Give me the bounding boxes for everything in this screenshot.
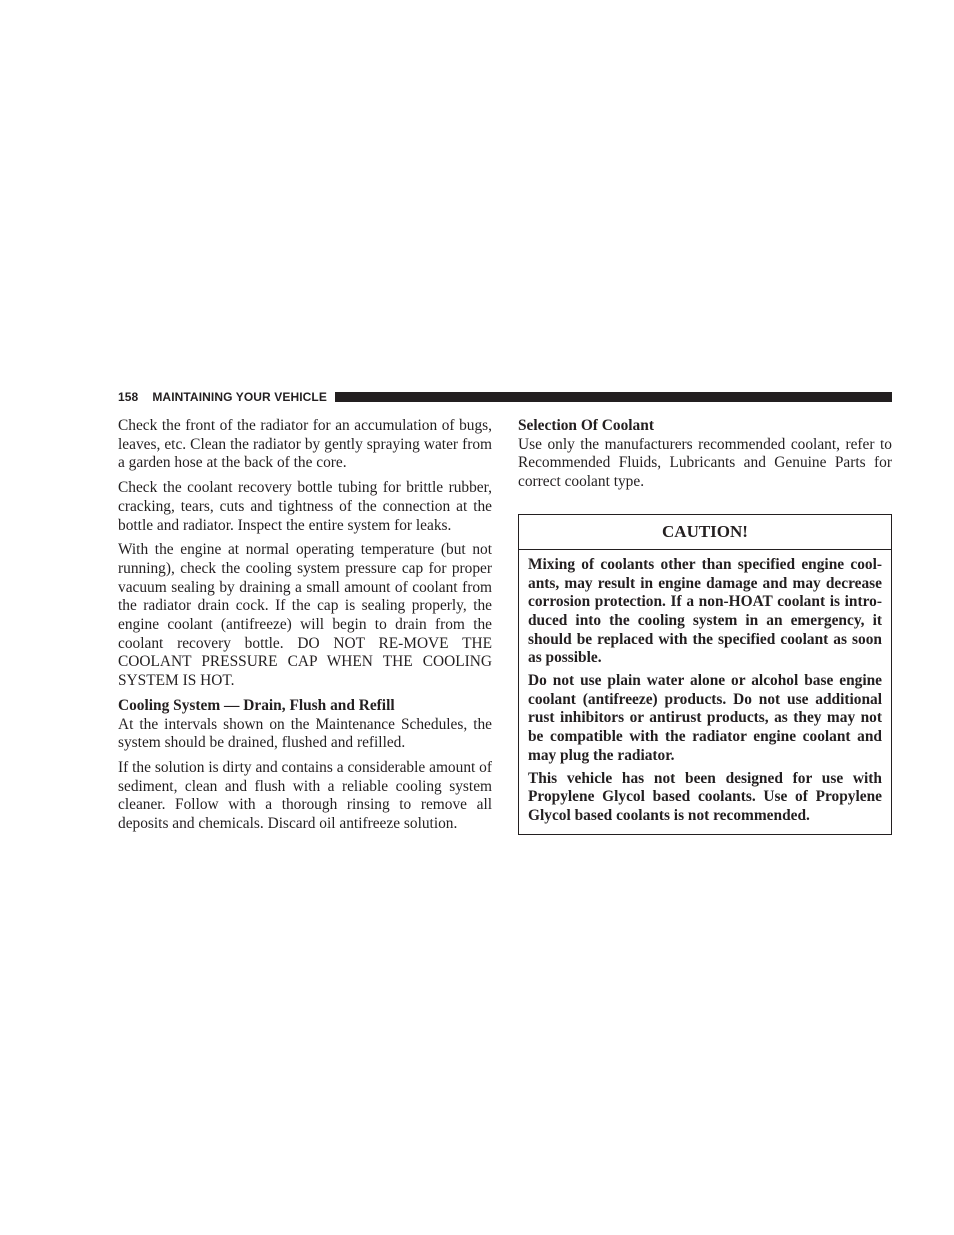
page-header [118, 389, 892, 405]
right-column [518, 417, 892, 835]
coolant-selection-heading: Selection Of Coolant [518, 417, 654, 434]
header-rule [335, 392, 892, 402]
intervals-paragraph: At the intervals shown on the Maintenance Schedules, the system should be drained, flushed and refilled. [118, 715, 492, 752]
drain-flush-heading: Cooling System — Drain, Flush and Refill [118, 696, 395, 714]
caution-plain-water-paragraph: Do not use plain water alone or alcohol base engine coolant (antifreeze) products. Do not use additional rust inhibitors or antirust products, as they may not be compatible with the radiator engine coolant and may plug the radiator. [528, 672, 882, 764]
radiator-front-paragraph: Check the front of the radiator for an accumulation of bugs, leaves, etc. Clean the radiator by gently spraying water from a garden hose at the back of the core. [118, 417, 492, 472]
recovery-bottle-paragraph: Check the coolant recovery bottle tubing for brittle rubber, cracking, tears, cuts and tightness of the connection at the bottle and radiator. Inspect the entire system for leaks. [118, 479, 492, 534]
caution-mixing-paragraph: Mixing of coolants other than specified engine cool-ants, may result in engine damage and may decrease corrosion protection. If a non-HOAT coolant is intro-duced into the cooling system in an emergency, it should be replaced with the specified coolant as soon as possible. [528, 555, 882, 667]
caution-title: CAUTION! [519, 515, 891, 550]
dirty-solution-paragraph: If the solution is dirty and contains a considerable amount of sediment, clean and flush with a reliable cooling system cleaner. Follow with a thorough rinsing to remove all deposits and chemicals. Discard oil antifreeze solution. [118, 758, 492, 833]
pressure-cap-paragraph: With the engine at normal operating temperature (but not running), check the cooling system pressure cap for proper vacuum sealing by draining a small amount of coolant from the radiator drain cock. If the cap is sealing properly, the engine coolant (antifreeze) will begin to drain from the coolant recovery bottle. DO NOT RE-MOVE THE COOLANT PRESSURE CAP WHEN THE COOLING SYSTEM IS HOT. [118, 541, 492, 690]
left-column [118, 417, 492, 840]
page-number: 158 [118, 390, 139, 404]
caution-box [518, 514, 892, 835]
coolant-selection-paragraph: Use only the manufacturers recommended coolant, refer to Recommended Fluids, Lubricants and Genuine Parts for correct coolant type. [518, 435, 892, 491]
section-title: MAINTAINING YOUR VEHICLE [152, 390, 327, 404]
caution-propylene-paragraph: This vehicle has not been designed for use with Propylene Glycol based coolants. Use of Propylene Glycol based coolants is not recommended. [528, 769, 882, 824]
caution-body [519, 550, 891, 834]
